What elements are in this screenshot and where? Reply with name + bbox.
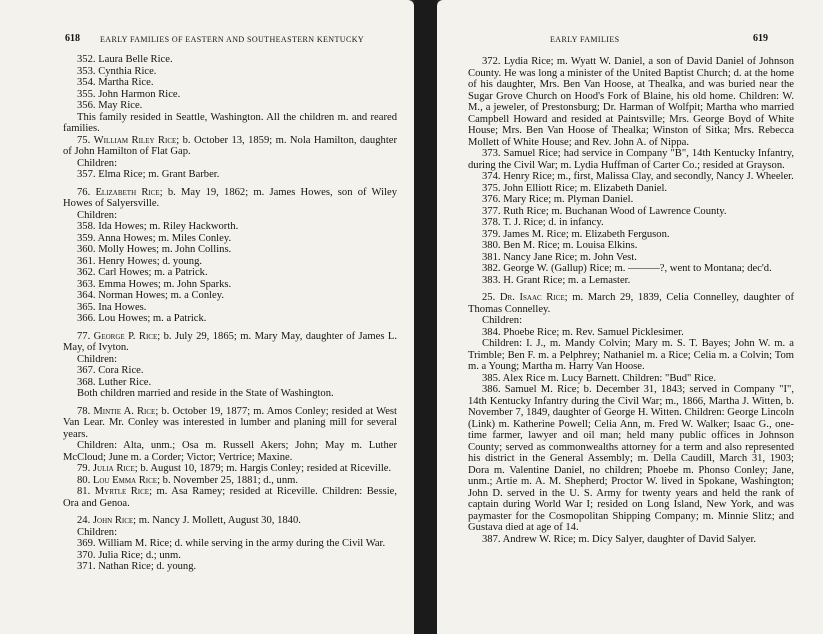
- text-paragraph: Children:: [77, 526, 118, 538]
- text-paragraph: 355. John Harmon Rice.: [77, 88, 181, 100]
- text-paragraph: 387. Andrew W. Rice; m. Dicy Salyer, daughter of David Salyer.: [482, 533, 757, 545]
- text-paragraph: 371. Nathan Rice; d. young.: [77, 561, 197, 572]
- text-paragraph: 372. Lydia Rice; m. Wyatt W. Daniel, a son of David Daniel of Johnson County. He was long a minister of the United Baptist Church; d. at the home of his daughter, Mrs. Ben Van Hoose, at Thealka, and was buried near the Sugar Grove Church on Hood's Fork of Blaine, his old home. Children: W. M., a jeweler, of Prestonsburg; Dr. Harman of Wolfpit; Martha who married Campbell Howard and resided at Paintsville; Mrs. George Boyd of White House; Mrs. Ben Van Hoose of Thealka; Winston of Sitka; Mrs. Rebecca Mollett of White House; and Rev. John A. of Nippa.: [468, 56, 794, 148]
- text-paragraph: 377. Ruth Rice; m. Buchanan Wood of Lawrence County.: [482, 205, 727, 217]
- text-paragraph: Children:: [77, 209, 118, 221]
- text-paragraph: 353. Cynthia Rice.: [77, 65, 157, 77]
- text-paragraph: 357. Elma Rice; m. Grant Barber.: [77, 169, 220, 180]
- text-paragraph: 382. George W. (Gallup) Rice; m. ———?, went to Montana; dec'd.: [482, 263, 772, 274]
- text-paragraph: 365. Ina Howes.: [77, 301, 147, 313]
- text-paragraph: 362. Carl Howes; m. a Patrick.: [77, 267, 208, 278]
- text-paragraph: 366. Lou Howes; m. a Patrick.: [77, 313, 207, 324]
- text-paragraph: 379. James M. Rice; m. Elizabeth Ferguson.: [482, 228, 670, 240]
- text-paragraph: 380. Ben M. Rice; m. Louisa Elkins.: [482, 240, 638, 251]
- text-paragraph: Children:: [77, 353, 118, 365]
- running-head: EARLY FAMILIES: [550, 35, 620, 44]
- text-paragraph: 361. Henry Howes; d. young.: [77, 255, 203, 267]
- text-paragraph: 386. Samuel M. Rice; b. December 31, 1843; served in Company "I", 14th Kentucky Infantry during the Civil War; m., 1866, Martha J. Witten, b. November 7, 1849, daughter of George H. Witten. Children: George Lincoln (Link) m. Katherine Powell; Celia Ann, m. Fred W. Walker; Isaac G., one-time farmer, lawyer and oil man; held many public offices in Johnson County; served as commonwealths attorney for a term and also represented his district in the General Assembly; m. Della Caudill, March 31, 1903; Dora m. Valentine Daniel, no children; Phoebe m. Phonso Conley; Jane, unm.; Artie m. A. M. Shepherd; Proctor W. lived in Spokane, Washington; John D. served in the U. S. Army for twenty years and held the rank of captain during World War I; resided on Long Island, New York, and was paymaster for the Cosmopolitan Shipping Company; m. Minnie Slitz; and Gustava died at age of 14.: [468, 384, 794, 533]
- text-paragraph: 363. Emma Howes; m. John Sparks.: [77, 278, 232, 290]
- text-paragraph: 381. Nancy Jane Rice; m. John Vest.: [482, 251, 637, 263]
- page-body: [468, 56, 794, 545]
- text-paragraph: Both children married and reside in the State of Washington.: [77, 388, 334, 399]
- text-paragraph: 374. Henry Rice; m., first, Malissa Clay, and secondly, Nancy J. Wheeler.: [482, 171, 794, 182]
- text-paragraph: Children:: [77, 157, 118, 169]
- text-paragraph: 25. Dr. Isaac Rice; m. March 29, 1839, Celia Connelley, daughter of Thomas Connelley.: [468, 292, 795, 315]
- text-paragraph: 356. May Rice.: [77, 100, 143, 111]
- text-paragraph: Children: I. J., m. Mandy Colvin; Mary m. S. T. Bayes; John W. m. a Trimble; Ben F. m. a Pelphrey; Nathaniel m. a Rice; Celia m. a Colvin; Tom m. a Young; Martha m. Harry Van Hoose.: [468, 338, 794, 372]
- text-paragraph: 368. Luther Rice.: [77, 376, 152, 388]
- text-paragraph: 384. Phoebe Rice; m. Rev. Samuel Picklesimer.: [482, 326, 684, 338]
- text-paragraph: 375. John Elliott Rice; m. Elizabeth Daniel.: [482, 182, 668, 194]
- text-paragraph: 360. Molly Howes; m. John Collins.: [77, 244, 232, 255]
- text-paragraph: 370. Julia Rice; d.; unm.: [77, 549, 181, 561]
- text-paragraph: 354. Martha Rice.: [77, 77, 154, 88]
- text-paragraph: 383. H. Grant Rice; m. a Lemaster.: [482, 274, 631, 286]
- text-paragraph: 376. Mary Rice; m. Plyman Daniel.: [482, 194, 634, 205]
- text-paragraph: 75. William Riley Rice; b. October 13, 1859; m. Nola Hamilton, daughter of John Hamilton of Flat Gap.: [63, 134, 397, 157]
- text-paragraph: 367. Cora Rice.: [77, 365, 144, 376]
- text-paragraph: 359. Anna Howes; m. Miles Conley.: [77, 232, 232, 244]
- page-body: [63, 54, 397, 573]
- text-paragraph: 378. T. J. Rice; d. in infancy.: [482, 217, 604, 228]
- running-head: EARLY FAMILIES OF EASTERN AND SOUTHEASTERN KENTUCKY: [100, 35, 365, 44]
- text-paragraph: 77. George P. Rice; b. July 29, 1865; m. Mary May, daughter of James L. May, of Ivyton.: [63, 330, 397, 353]
- text-paragraph: 373. Samuel Rice; had service in Company "B", 14th Kentucky Infantry, during the Civil War; m. Lydia Huffman of Carter Co.; resided at Grayson.: [468, 148, 794, 171]
- text-paragraph: 24. John Rice; m. Nancy J. Mollett, August 30, 1840.: [77, 515, 301, 526]
- text-paragraph: 352. Laura Belle Rice.: [77, 54, 173, 65]
- right-page: [437, 0, 823, 634]
- page-number: 619: [753, 33, 768, 44]
- text-paragraph: Children:: [482, 315, 523, 326]
- text-paragraph: 81. Myrtle Rice; m. Asa Ramey; resided at Riceville. Children: Bessie, Ora and Genoa.: [63, 486, 398, 509]
- text-paragraph: This family resided in Seattle, Washington. All the children m. and reared families.: [63, 111, 397, 134]
- text-paragraph: 80. Lou Emma Rice; b. November 25, 1881; d., unm.: [77, 474, 299, 486]
- text-paragraph: 78. Mintie A. Rice; b. October 19, 1877; m. Amos Conley; resided at West Van Lear. Mr. Conley was interested in lumber and planing mill for several years.: [63, 405, 397, 440]
- text-paragraph: 79. Julia Rice; b. August 10, 1879; m. Hargis Conley; resided at Riceville.: [77, 463, 392, 474]
- text-paragraph: Children: Alta, unm.; Osa m. Russell Akers; John; May m. Luther McCloud; June m. a Corder; Victor; Vertrice; Maxine.: [63, 440, 397, 463]
- text-paragraph: 358. Ida Howes; m. Riley Hackworth.: [77, 221, 239, 232]
- text-paragraph: 76. Elizabeth Rice; b. May 19, 1862; m. James Howes, son of Wiley Howes of Salyersville.: [63, 186, 398, 209]
- book-gutter: [414, 0, 437, 634]
- text-paragraph: 364. Norman Howes; m. a Conley.: [77, 290, 225, 301]
- text-paragraph: 369. William M. Rice; d. while serving in the army during the Civil War.: [77, 538, 386, 549]
- text-paragraph: 385. Alex Rice m. Lucy Barnett. Children: "Bud" Rice.: [482, 372, 717, 384]
- page-number: 618: [65, 33, 80, 44]
